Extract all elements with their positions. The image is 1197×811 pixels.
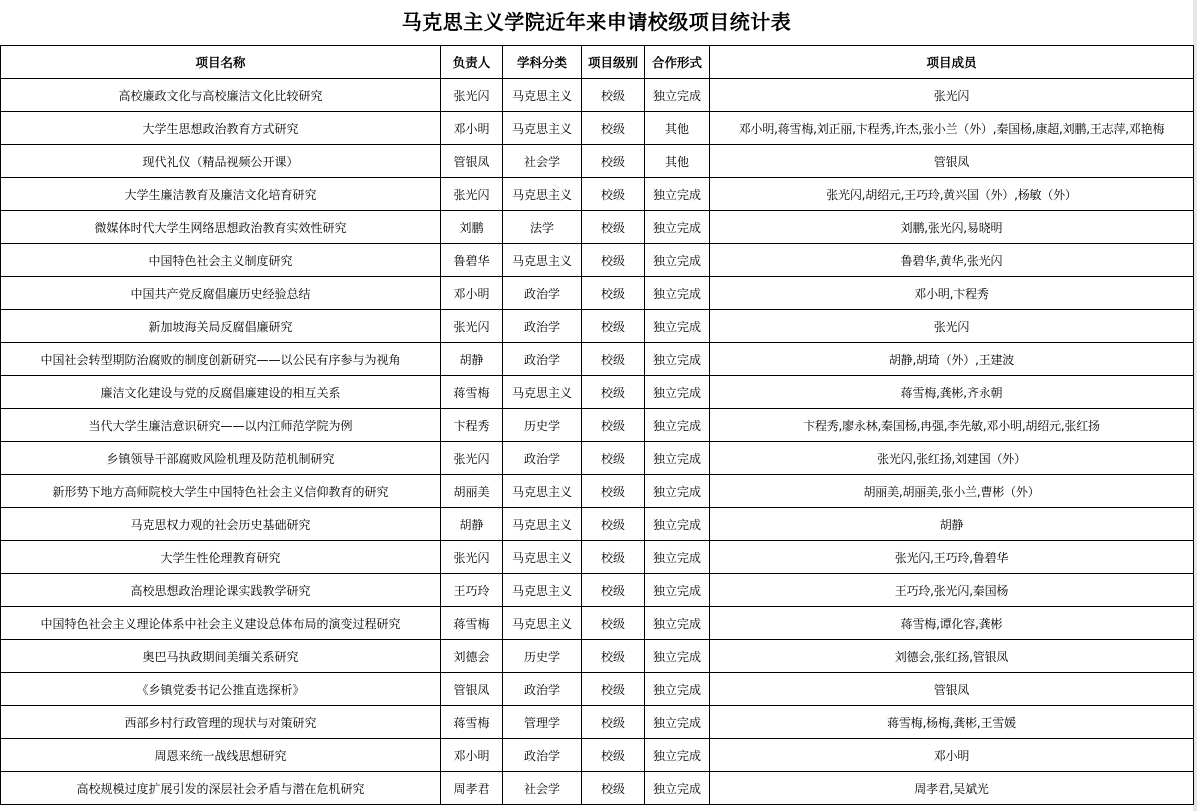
cell-cooperation: 独立完成 (645, 673, 710, 706)
cell-leader: 邓小明 (441, 739, 503, 772)
table-row (1, 442, 1194, 475)
cell-leader: 蒋雪梅 (441, 607, 503, 640)
cell-subject: 政治学 (503, 739, 582, 772)
cell-subject: 社会学 (503, 772, 582, 805)
cell-cooperation: 独立完成 (645, 640, 710, 673)
header-leader: 负责人 (441, 46, 503, 79)
cell-cooperation: 独立完成 (645, 178, 710, 211)
cell-project-name: 周恩来统一战线思想研究 (1, 739, 441, 772)
cell-members: 张光闪,张红扬,刘建国（外） (710, 442, 1194, 475)
header-members: 项目成员 (710, 46, 1194, 79)
cell-project-name: 高校廉政文化与高校廉洁文化比较研究 (1, 79, 441, 112)
cell-level: 校级 (582, 442, 645, 475)
cell-leader: 张光闪 (441, 178, 503, 211)
cell-leader: 鲁碧华 (441, 244, 503, 277)
table-row (1, 607, 1194, 640)
cell-leader: 刘鹏 (441, 211, 503, 244)
cell-level: 校级 (582, 244, 645, 277)
table-row (1, 475, 1194, 508)
cell-subject: 历史学 (503, 640, 582, 673)
cell-members: 胡丽美,胡丽美,张小兰,曹彬（外） (710, 475, 1194, 508)
cell-level: 校级 (582, 376, 645, 409)
cell-members: 卞程秀,廖永林,秦国杨,冉强,李先敏,邓小明,胡绍元,张红扬 (710, 409, 1194, 442)
cell-level: 校级 (582, 607, 645, 640)
cell-project-name: 奥巴马执政期间美缅关系研究 (1, 640, 441, 673)
cell-level: 校级 (582, 343, 645, 376)
cell-cooperation: 独立完成 (645, 706, 710, 739)
table-row (1, 640, 1194, 673)
cell-cooperation: 其他 (645, 145, 710, 178)
cell-cooperation: 独立完成 (645, 442, 710, 475)
cell-leader: 卞程秀 (441, 409, 503, 442)
cell-members: 刘鹏,张光闪,易晓明 (710, 211, 1194, 244)
cell-subject: 政治学 (503, 442, 582, 475)
cell-members: 张光闪,王巧玲,鲁碧华 (710, 541, 1194, 574)
cell-project-name: 高校思想政治理论课实践教学研究 (1, 574, 441, 607)
cell-cooperation: 独立完成 (645, 211, 710, 244)
cell-leader: 张光闪 (441, 541, 503, 574)
cell-members: 张光闪 (710, 79, 1194, 112)
cell-subject: 马克思主义 (503, 112, 582, 145)
projects-table (0, 45, 1194, 805)
cell-subject: 管理学 (503, 706, 582, 739)
cell-members: 蒋雪梅,杨梅,龚彬,王雪媛 (710, 706, 1194, 739)
cell-level: 校级 (582, 112, 645, 145)
cell-cooperation: 独立完成 (645, 739, 710, 772)
cell-level: 校级 (582, 145, 645, 178)
table-row (1, 244, 1194, 277)
cell-subject: 马克思主义 (503, 607, 582, 640)
header-row (1, 46, 1194, 79)
cell-leader: 张光闪 (441, 79, 503, 112)
cell-subject: 马克思主义 (503, 541, 582, 574)
cell-subject: 马克思主义 (503, 508, 582, 541)
cell-project-name: 新加坡海关局反腐倡廉研究 (1, 310, 441, 343)
cell-members: 胡静,胡琦（外）,王建波 (710, 343, 1194, 376)
cell-leader: 管银凤 (441, 673, 503, 706)
cell-cooperation: 独立完成 (645, 244, 710, 277)
cell-level: 校级 (582, 640, 645, 673)
cell-level: 校级 (582, 178, 645, 211)
table-row (1, 79, 1194, 112)
cell-leader: 管银凤 (441, 145, 503, 178)
cell-members: 邓小明,蒋雪梅,刘正丽,卞程秀,许杰,张小兰（外）,秦国杨,康超,刘鹏,王志萍,邓艳梅 (710, 112, 1194, 145)
cell-project-name: 大学生性伦理教育研究 (1, 541, 441, 574)
cell-project-name: 西部乡村行政管理的现状与对策研究 (1, 706, 441, 739)
cell-members: 张光闪,胡绍元,王巧玲,黄兴国（外）,杨敏（外） (710, 178, 1194, 211)
table-row (1, 112, 1194, 145)
table-row (1, 409, 1194, 442)
cell-subject: 社会学 (503, 145, 582, 178)
header-project-name: 项目名称 (1, 46, 441, 79)
header-level: 项目级别 (582, 46, 645, 79)
cell-subject: 政治学 (503, 343, 582, 376)
table-row (1, 145, 1194, 178)
cell-subject: 马克思主义 (503, 244, 582, 277)
table-row (1, 541, 1194, 574)
cell-subject: 马克思主义 (503, 475, 582, 508)
cell-members: 蒋雪梅,龚彬,齐永朝 (710, 376, 1194, 409)
cell-project-name: 廉洁文化建设与党的反腐倡廉建设的相互关系 (1, 376, 441, 409)
cell-level: 校级 (582, 409, 645, 442)
cell-subject: 历史学 (503, 409, 582, 442)
table-row (1, 508, 1194, 541)
table-row (1, 277, 1194, 310)
cell-leader: 胡静 (441, 343, 503, 376)
cell-members: 邓小明 (710, 739, 1194, 772)
cell-project-name: 新形势下地方高师院校大学生中国特色社会主义信仰教育的研究 (1, 475, 441, 508)
cell-level: 校级 (582, 211, 645, 244)
cell-project-name: 高校规模过度扩展引发的深层社会矛盾与潜在危机研究 (1, 772, 441, 805)
table-row (1, 739, 1194, 772)
cell-members: 胡静 (710, 508, 1194, 541)
cell-leader: 张光闪 (441, 442, 503, 475)
cell-project-name: 中国特色社会主义理论体系中社会主义建设总体布局的演变过程研究 (1, 607, 441, 640)
cell-subject: 政治学 (503, 310, 582, 343)
cell-leader: 邓小明 (441, 112, 503, 145)
cell-leader: 王巧玲 (441, 574, 503, 607)
cell-level: 校级 (582, 706, 645, 739)
cell-leader: 胡静 (441, 508, 503, 541)
cell-project-name: 中国社会转型期防治腐败的制度创新研究——以公民有序参与为视角 (1, 343, 441, 376)
table-row (1, 673, 1194, 706)
cell-project-name: 马克思权力观的社会历史基础研究 (1, 508, 441, 541)
table-row (1, 574, 1194, 607)
cell-members: 管银凤 (710, 145, 1194, 178)
cell-subject: 法学 (503, 211, 582, 244)
cell-leader: 蒋雪梅 (441, 376, 503, 409)
cell-members: 蒋雪梅,谭化容,龚彬 (710, 607, 1194, 640)
cell-project-name: 乡镇领导干部腐败风险机理及防范机制研究 (1, 442, 441, 475)
cell-cooperation: 独立完成 (645, 772, 710, 805)
cell-members: 刘德会,张红扬,管银凤 (710, 640, 1194, 673)
cell-leader: 蒋雪梅 (441, 706, 503, 739)
cell-cooperation: 独立完成 (645, 343, 710, 376)
table-row (1, 178, 1194, 211)
cell-leader: 刘德会 (441, 640, 503, 673)
cell-project-name: 大学生廉洁教育及廉洁文化培育研究 (1, 178, 441, 211)
cell-members: 王巧玲,张光闪,秦国杨 (710, 574, 1194, 607)
table-title: 马克思主义学院近年来申请校级项目统计表 (401, 10, 792, 34)
cell-level: 校级 (582, 79, 645, 112)
cell-project-name: 《乡镇党委书记公推直选探析》 (1, 673, 441, 706)
cell-leader: 张光闪 (441, 310, 503, 343)
cell-leader: 周孝君 (441, 772, 503, 805)
cell-members: 鲁碧华,黄华,张光闪 (710, 244, 1194, 277)
cell-cooperation: 独立完成 (645, 475, 710, 508)
cell-subject: 马克思主义 (503, 376, 582, 409)
cell-cooperation: 独立完成 (645, 508, 710, 541)
cell-members: 周孝君,吴斌光 (710, 772, 1194, 805)
cell-subject: 马克思主义 (503, 574, 582, 607)
cell-level: 校级 (582, 508, 645, 541)
header-subject: 学科分类 (503, 46, 582, 79)
cell-leader: 邓小明 (441, 277, 503, 310)
cell-cooperation: 独立完成 (645, 541, 710, 574)
cell-cooperation: 独立完成 (645, 409, 710, 442)
cell-cooperation: 独立完成 (645, 607, 710, 640)
cell-project-name: 微媒体时代大学生网络思想政治教育实效性研究 (1, 211, 441, 244)
table-row (1, 211, 1194, 244)
cell-subject: 马克思主义 (503, 178, 582, 211)
cell-project-name: 大学生思想政治教育方式研究 (1, 112, 441, 145)
cell-project-name: 中国共产党反腐倡廉历史经验总结 (1, 277, 441, 310)
table-row (1, 310, 1194, 343)
cell-level: 校级 (582, 673, 645, 706)
header-cooperation: 合作形式 (645, 46, 710, 79)
cell-members: 邓小明,卞程秀 (710, 277, 1194, 310)
cell-level: 校级 (582, 277, 645, 310)
cell-project-name: 现代礼仪（精品视频公开课） (1, 145, 441, 178)
cell-level: 校级 (582, 475, 645, 508)
table-row (1, 772, 1194, 805)
cell-subject: 政治学 (503, 673, 582, 706)
cell-subject: 马克思主义 (503, 79, 582, 112)
table-row (1, 376, 1194, 409)
cell-level: 校级 (582, 772, 645, 805)
cell-subject: 政治学 (503, 277, 582, 310)
table-body (1, 79, 1194, 805)
cell-cooperation: 独立完成 (645, 376, 710, 409)
cell-cooperation: 独立完成 (645, 79, 710, 112)
cell-project-name: 当代大学生廉洁意识研究——以内江师范学院为例 (1, 409, 441, 442)
cell-level: 校级 (582, 574, 645, 607)
cell-members: 张光闪 (710, 310, 1194, 343)
cell-leader: 胡丽美 (441, 475, 503, 508)
cell-members: 管银凤 (710, 673, 1194, 706)
table-row (1, 343, 1194, 376)
cell-level: 校级 (582, 541, 645, 574)
cell-level: 校级 (582, 739, 645, 772)
table-row (1, 706, 1194, 739)
cell-level: 校级 (582, 310, 645, 343)
cell-cooperation: 独立完成 (645, 277, 710, 310)
cell-cooperation: 独立完成 (645, 574, 710, 607)
cell-project-name: 中国特色社会主义制度研究 (1, 244, 441, 277)
cell-cooperation: 其他 (645, 112, 710, 145)
cell-cooperation: 独立完成 (645, 310, 710, 343)
